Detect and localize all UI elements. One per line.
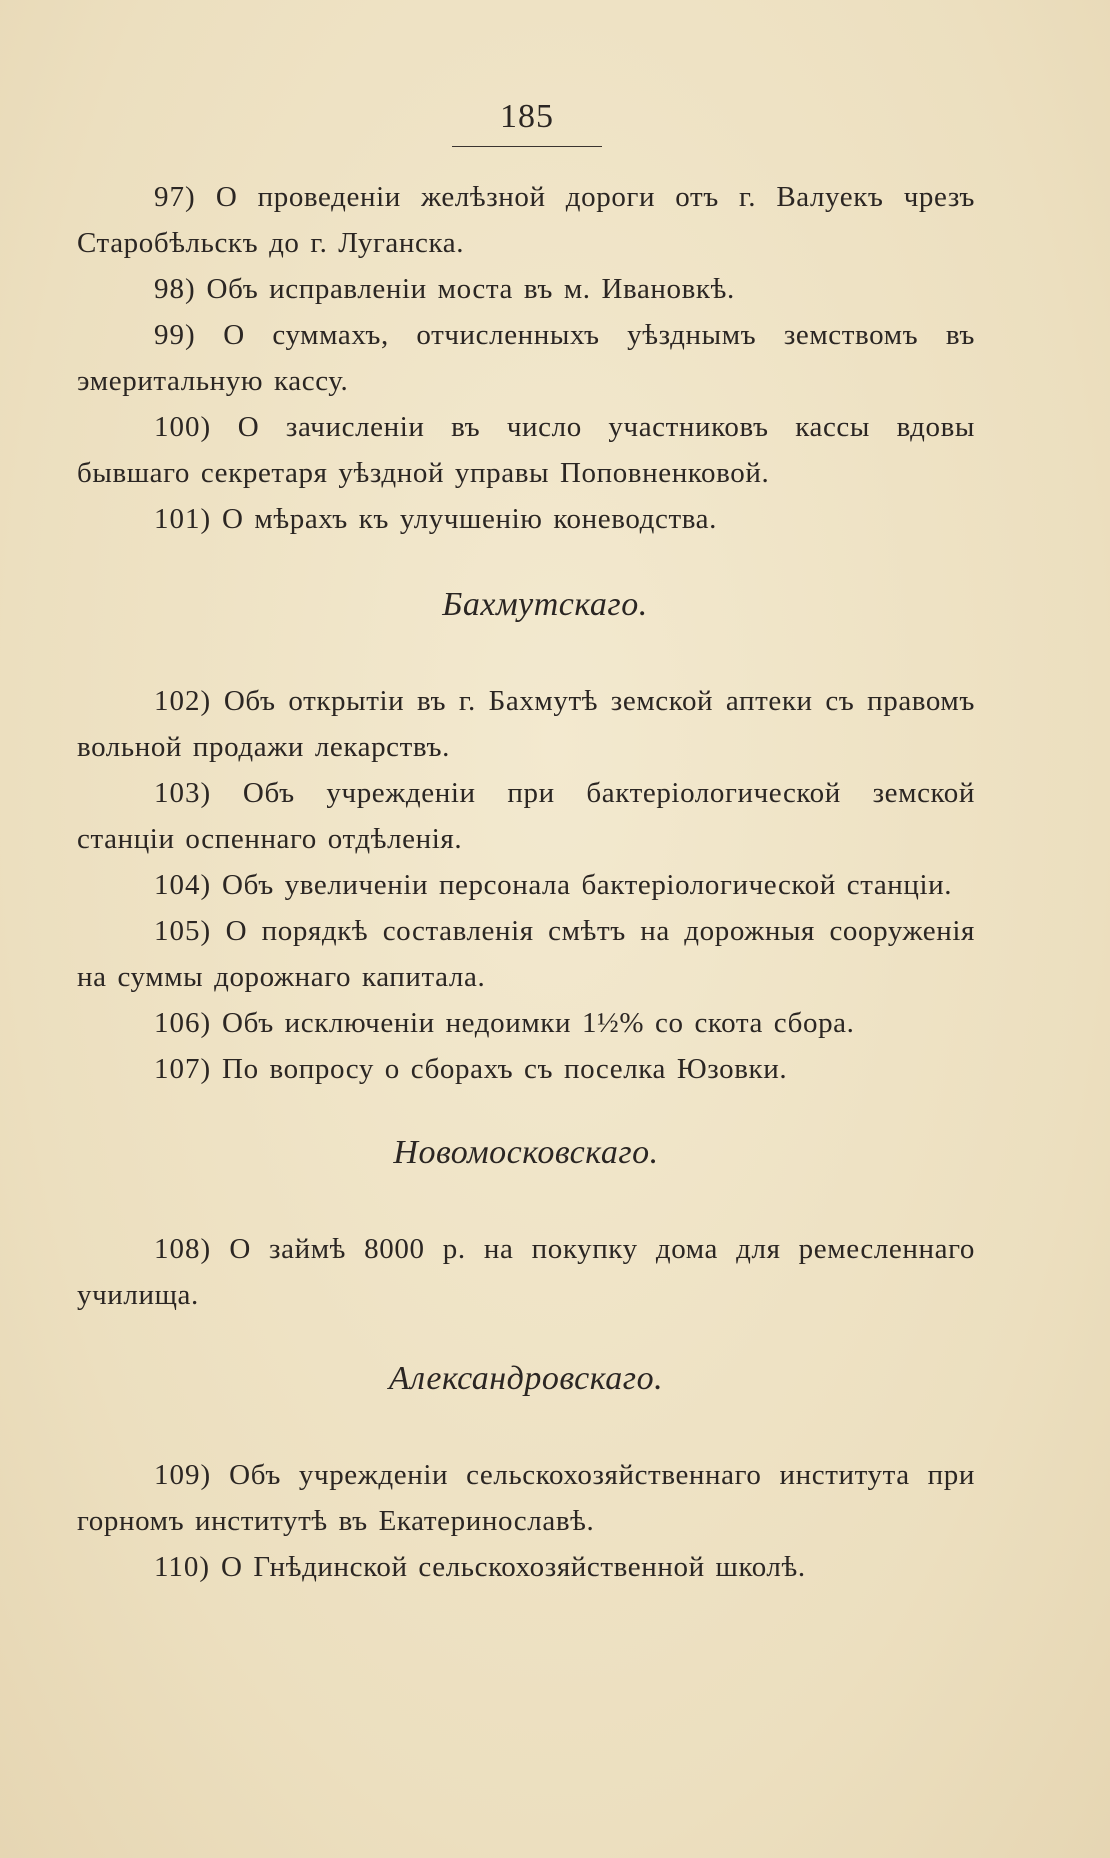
section-heading-bakhmut: Бахмутскаго. bbox=[442, 586, 648, 623]
list-item: 102) Объ открытіи въ г. Бахмутѣ земской аптеки съ правомъ вольной продажи лекарствъ. bbox=[77, 685, 975, 763]
list-item: 99) О суммахъ, отчисленныхъ уѣзднымъ земствомъ въ эмеритальную кассу. bbox=[77, 319, 975, 397]
list-item: 98) Объ исправленіи моста въ м. Ивановкѣ. bbox=[154, 273, 735, 305]
list-item: 103) Объ учрежденіи при бактеріологической земской станціи оспеннаго отдѣленія. bbox=[77, 777, 975, 855]
list-item: 110) О Гнѣдинской сельскохозяйственной школѣ. bbox=[154, 1551, 806, 1583]
list-item: 100) О зачисленіи въ число участниковъ кассы вдовы бывшаго секретаря уѣздной управы Поповненковой. bbox=[77, 411, 975, 489]
page-number: 185 bbox=[500, 98, 554, 135]
list-item: 104) Объ увеличеніи персонала бактеріологической станціи. bbox=[154, 869, 953, 901]
items-list-2 bbox=[77, 678, 975, 1092]
list-item: 107) По вопросу о сборахъ съ поселка Юзовки. bbox=[154, 1053, 788, 1085]
items-list-3 bbox=[77, 1226, 975, 1318]
list-item: 106) Объ исключеніи недоимки 1½% со скота сбора. bbox=[154, 1007, 855, 1039]
page-content bbox=[77, 174, 975, 1590]
list-item: 105) О порядкѣ составленія смѣтъ на дорожныя сооруженія на суммы дорожнаго капитала. bbox=[77, 915, 975, 993]
list-item: 109) Объ учрежденіи сельскохозяйственнаго института при горномъ институтѣ въ Екатеринославѣ. bbox=[77, 1459, 975, 1537]
section-heading-alexandrovsk: Александровскаго. bbox=[388, 1360, 664, 1397]
list-item: 97) О проведеніи желѣзной дороги отъ г. Валуекъ чрезъ Старобѣльскъ до г. Луганска. bbox=[77, 181, 975, 259]
items-list-4 bbox=[77, 1452, 975, 1590]
items-list-1 bbox=[77, 174, 975, 542]
section-heading-novomoskovsk: Новомосковскаго. bbox=[393, 1134, 659, 1171]
list-item: 108) О займѣ 8000 р. на покупку дома для ремесленнаго училища. bbox=[77, 1233, 975, 1311]
page-number-rule bbox=[452, 146, 602, 147]
list-item: 101) О мѣрахъ къ улучшенію коневодства. bbox=[154, 503, 717, 535]
